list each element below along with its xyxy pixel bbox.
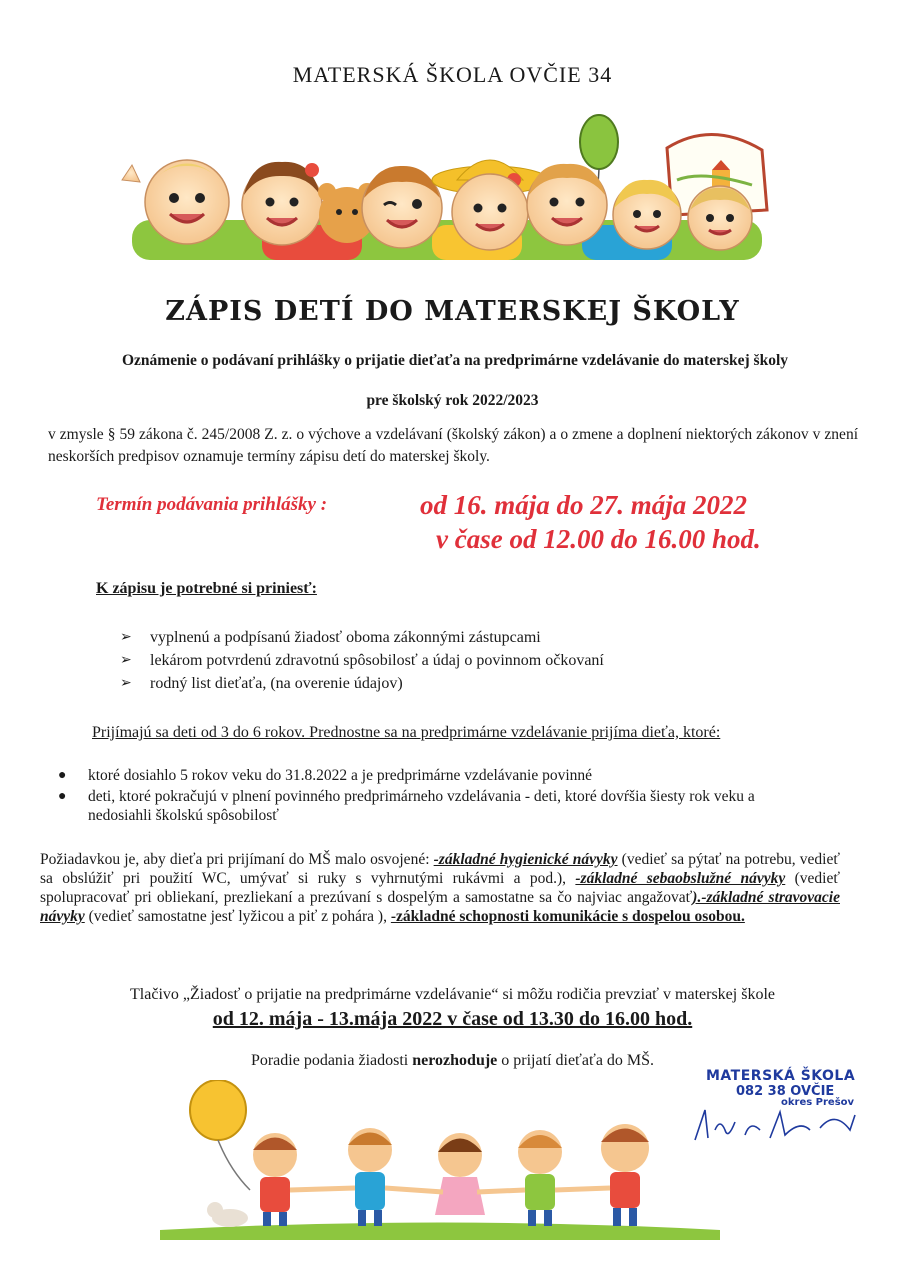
arrow-bullet-icon: ➢ [120,630,132,645]
term-label: Termín podávania prihlášky : [96,494,328,515]
bullet-dot-icon: ● [58,768,67,783]
running-child-icon [518,1130,562,1226]
running-child-icon [435,1133,485,1215]
list-item: ● ktoré dosiahlo 5 rokov veku do 31.8.2022 a je predprimárne vzdelávanie povinné [58,767,593,784]
green-balloon-icon [580,115,618,169]
school-header: MATERSKÁ ŠKOLA OVČIE 34 [292,62,613,87]
page-title: ZÁPIS DETÍ DO MATERSKEJ ŠKOLY [165,296,740,327]
bullet-dot-icon: ● [58,789,67,804]
child-face-icon [527,164,607,245]
puppy-icon [207,1202,248,1227]
running-child-icon [253,1133,297,1226]
term-time: v čase od 12.00 do 16.00 hod. [436,524,761,554]
list-item: ➢ vyplnenú a podpísanú žiadosť oboma zákonnými zástupcami [120,628,541,646]
children-illustration-bottom [160,1080,720,1240]
order-line: Poradie podania žiadosti nerozhoduje o prijatí dieťaťa do MŠ. [250,1052,655,1069]
school-year: pre školský rok 2022/2023 [366,392,539,409]
priority-list [58,766,818,827]
term-dates: od 16. mája do 27. mája 2022 [420,490,748,520]
list-item: ➢ lekárom potvrdenú zdravotnú spôsobilosť a údaj o povinnom očkovaní [120,651,604,669]
running-child-icon [348,1128,392,1226]
yellow-balloon-icon [190,1080,250,1190]
age-line: Prijímajú sa deti od 3 do 6 rokov. Prednostne sa na predprimárne vzdelávanie prijíma dieťa, ktoré: [92,724,721,741]
stamp-address: 082 38 OVČIE [736,1084,835,1099]
subtitle: Oznámenie o podávaní prihlášky o prijatie dieťaťa na predprimárne vzdelávanie do materskej školy [121,352,788,369]
bring-heading: K zápisu je potrebné si priniesť: [96,580,317,597]
form-dates: od 12. mája - 13.mája 2022 v čase od 13.30 do 16.00 hod. [212,1008,693,1030]
child-face-icon [613,180,681,249]
child-face-icon [242,162,322,245]
stamp-title: MATERSKÁ ŠKOLA [706,1068,856,1084]
child-face-icon [688,186,752,250]
children-illustration-top [112,110,782,260]
arrow-bullet-icon: ➢ [120,676,132,691]
intro-paragraph: v zmysle § 59 zákona č. 245/2008 Z. z. o výchove a vzdelávaní (školský zákon) a o zmene a doplnení niektorých zákonov v znení neskorších predpisov oznamuje termíny zápisu detí do materskej školy. [48,426,858,465]
child-face-icon [145,160,229,244]
list-item: ● deti, ktoré pokračujú v plnení povinného predprimárneho vzdelávania - deti, ktoré dovŕšia šiesty rok veku a nedosiahli školskú spôsobilosť [58,788,755,824]
requirements-paragraph: Požiadavkou je, aby dieťa pri prijímaní do MŠ malo osvojené: -základné hygienické návyky (vedieť sa pýtať na potrebu, vedieť sa obslúžiť pri použití WC, umývať si ruky s vyhrnutými rukávmi a pod.), -základné sebaobslužné návyky (vedieť spolupracovať pri obliekaní, prezliekaní a prezúvaní s dospelým a samostatne sa čo najviac angažovať).-základné stravovacie návyky (vedieť samostatne jesť lyžicou a piť z pohára ), -základné schopnosti komunikácie s dospelou osobou. [40,851,840,925]
child-face-icon [362,166,442,248]
list-item: ➢ rodný list dieťaťa, (na overenie údajov) [120,674,403,692]
arrow-bullet-icon: ➢ [120,653,132,668]
running-child-icon [601,1124,649,1226]
bring-list [120,626,604,695]
form-line: Tlačivo „Žiadosť o prijatie na predprimárne vzdelávanie“ si môžu rodičia prevziať v materskej škole [130,986,775,1003]
stamp-district: okres Prešov [781,1097,855,1108]
